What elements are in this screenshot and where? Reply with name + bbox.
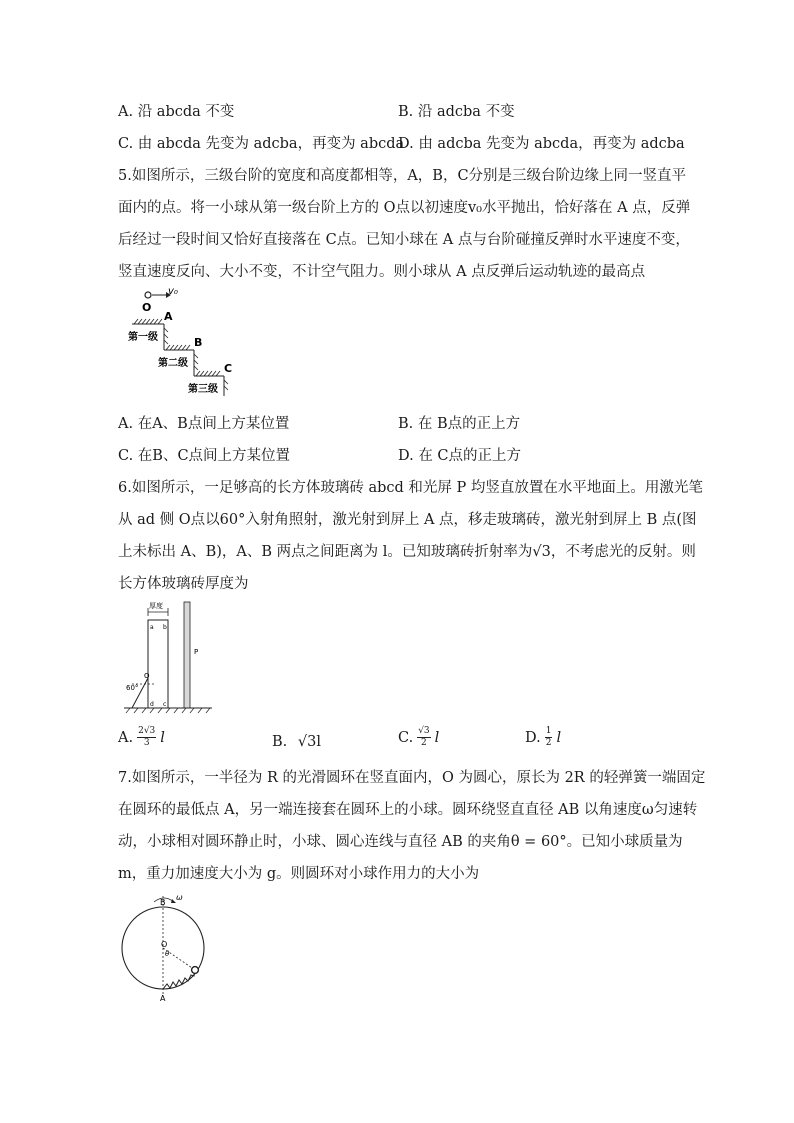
q5-step2-label: 第二级 — [158, 358, 188, 369]
q6-text-line-1: 6.如图所示，一足够高的长方体玻璃砖 abcd 和光屏 P 均竖直放置在水平地面上。用激光笔 — [118, 480, 703, 496]
q6-option-a — [118, 726, 165, 749]
q6-thickness-label: 厚度 — [149, 602, 163, 610]
q6-o-label: O — [144, 672, 150, 680]
q6-d-label: d — [150, 701, 154, 708]
q6-option-c-den: 2 — [421, 738, 427, 748]
q6-option-c-num: √3 — [418, 726, 430, 736]
q6-option-c-tail: l — [434, 729, 440, 746]
q4-option-a: A. 沿 abcda 不变 — [118, 104, 235, 120]
q4-option-d: D. 由 adcba 先变为 abcda，再变为 adcba — [398, 136, 685, 152]
q6-c-label: c — [163, 701, 167, 708]
q4-option-c: C. 由 abcda 先变为 adcba，再变为 abcda — [118, 136, 405, 152]
q6-text-line-2: 从 ad 侧 O点以60°入射角照射，激光射到屏上 A 点，移走玻璃砖，激光射到屏上 B 点(图 — [118, 512, 697, 528]
q5-text-line-2: 面内的点。将一小球从第一级台阶上方的 O点以初速度v₀水平抛出，恰好落在 A 点，反弹 — [118, 200, 691, 216]
q7-ring-figure — [118, 892, 218, 1004]
q6-option-b — [272, 732, 321, 752]
q7-text-line-3: 动，小球相对圆环静止时，小球、圆心连线与直径 AB 的夹角θ = 60°。已知小球质量为 — [118, 834, 683, 850]
q6-a-label: a — [150, 624, 154, 631]
q5-step1-label: 第一级 — [128, 332, 158, 343]
q6-b-label: b — [163, 624, 167, 631]
q6-option-a-fraction — [137, 726, 156, 749]
q6-option-d-fraction — [545, 726, 553, 749]
q6-glass-figure — [122, 598, 222, 718]
q6-option-c-letter: C. — [398, 729, 414, 746]
q5-text-line-1: 5.如图所示，三级台阶的宽度和高度都相等，A，B，C分别是三级台阶边缘上同一竖直平 — [118, 168, 687, 184]
q5-option-b: B. 在 B点的正上方 — [398, 416, 521, 432]
q6-option-d — [525, 726, 561, 749]
q7-theta-label: θ — [165, 950, 170, 958]
q5-c-label: C — [224, 362, 233, 375]
q6-option-c-fraction — [417, 726, 430, 749]
q5-text-line-4: 竖直速度反向、大小不变，不计空气阻力。则小球从 A 点反弹后运动轨迹的最高点 — [118, 264, 646, 280]
q5-stairs-figure — [120, 284, 250, 399]
q7-b-label: B — [160, 898, 166, 907]
q6-option-a-tail: l — [160, 729, 165, 746]
q6-option-d-tail: l — [556, 729, 562, 746]
q5-option-c: C. 在B、C点间上方某位置 — [118, 448, 291, 464]
q7-omega-label: ω — [176, 893, 183, 902]
q6-option-a-den: 3 — [143, 738, 150, 748]
q4-option-b: B. 沿 adcba 不变 — [398, 104, 515, 120]
q6-option-a-num: 2√3 — [138, 726, 156, 736]
q7-text-line-4: m，重力加速度大小为 g。则圆环对小球作用力的大小为 — [118, 866, 480, 882]
q5-text-line-3: 后经过一段时间又恰好直接落在 C点。已知小球在 A 点与台阶碰撞反弹时水平速度不变， — [118, 232, 690, 248]
q6-angle-label: 60° — [126, 684, 139, 692]
q7-text-line-2: 在圆环的最低点 A，另一端连接套在圆环上的小球。圆环绕竖直直径 AB 以角速度ω匀速转 — [118, 802, 698, 818]
q6-option-d-letter: D. — [525, 729, 541, 746]
q5-step3-label: 第三级 — [188, 384, 218, 395]
q7-o-label: O — [161, 940, 168, 949]
q6-text-line-4: 长方体玻璃砖厚度为 — [118, 576, 249, 592]
q5-a-label: A — [164, 310, 173, 323]
q5-b-label: B — [194, 336, 203, 349]
q7-a-label: A — [160, 994, 166, 1003]
q6-text-line-3: 上未标出 A、B)，A、B 两点之间距离为 l。已知玻璃砖折射率为√3，不考虑光的反射。则 — [118, 544, 696, 560]
q5-option-a: A. 在A、B点间上方某位置 — [118, 416, 290, 432]
q7-text-line-1: 7.如图所示，一半径为 R 的光滑圆环在竖直面内，O 为圆心，原长为 2R 的轻弹簧一端固定 — [118, 770, 706, 786]
q6-option-b-letter: B. — [272, 734, 288, 750]
q6-option-c — [398, 726, 439, 749]
q5-o-label: O — [142, 301, 152, 314]
q6-option-a-letter: A. — [118, 729, 134, 746]
q6-option-b-expr: √3l — [297, 734, 321, 750]
q6-option-d-num: 1 — [545, 726, 552, 736]
q5-option-d: D. 在 C点的正上方 — [398, 448, 522, 464]
q5-v0-label: v₀ — [168, 286, 178, 297]
q6-p-label: P — [194, 648, 199, 656]
q6-option-d-den: 2 — [545, 738, 552, 748]
